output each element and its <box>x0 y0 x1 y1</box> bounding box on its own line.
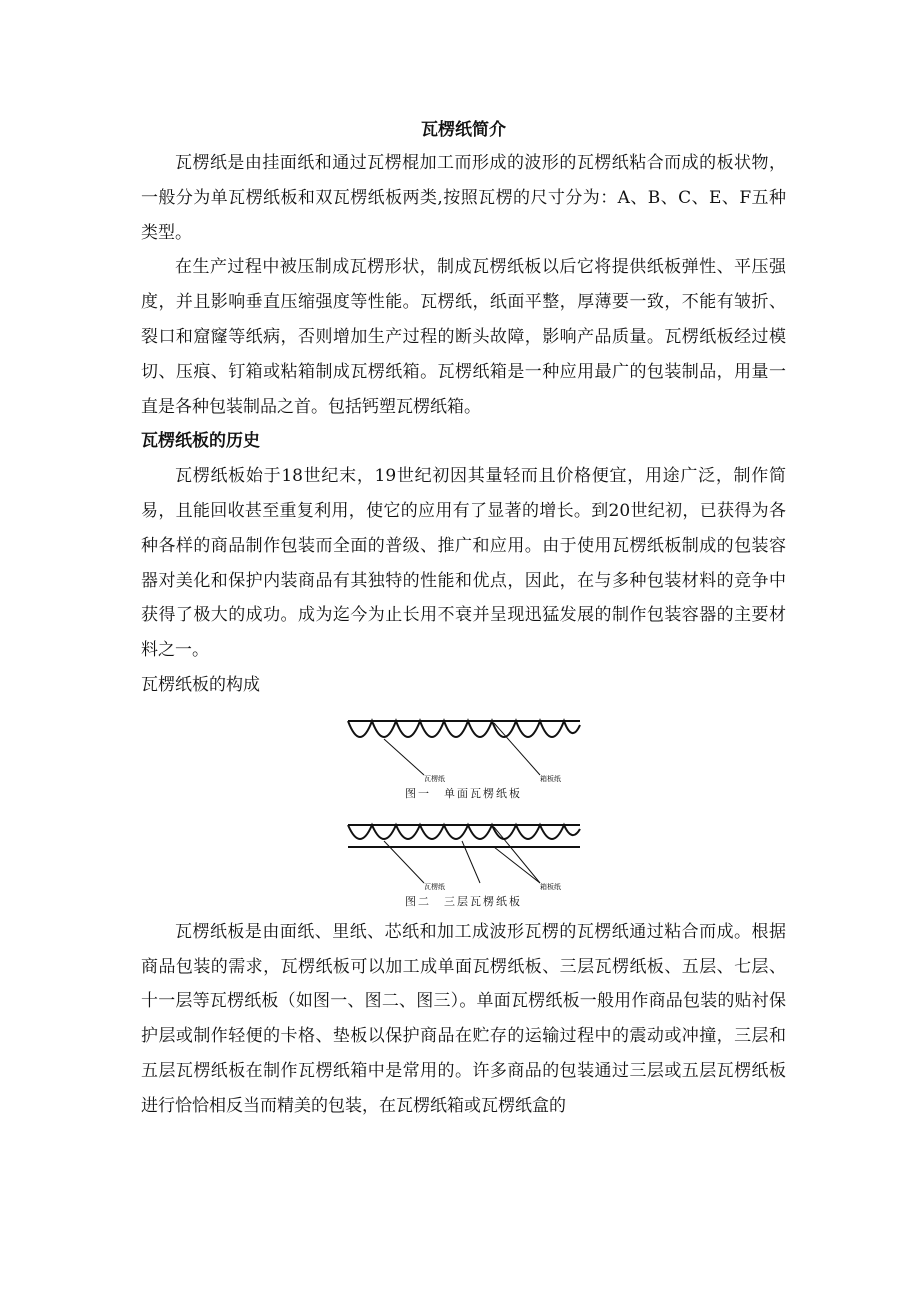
intro-paragraph-2: 在生产过程中被压制成瓦楞形状，制成瓦楞纸板以后它将提供纸板弹性、平压强度，并且影响垂直压缩强度等性能。瓦楞纸，纸面平整，厚薄要一致，不能有皱折、裂口和窟窿等纸病，否则增加生产过程的断头故障，影响产品质量。瓦楞纸板经过模切、压痕、钉箱或粘箱制成瓦楞纸箱。瓦楞纸箱是一种应用最广的包装制品，用量一直是各种包装制品之首。包括钙塑瓦楞纸箱。 <box>141 257 786 417</box>
figure-1-diagram <box>344 713 584 785</box>
history-paragraph-1: 瓦楞纸板始于18世纪末，19世纪初因其量轻而且价格便宜，用途广泛，制作简易，且能回收甚至重复利用，使它的应用有了显著的增长。到20世纪初，已获得为各种各样的商品制作包装而全面的普级、推广和应用。由于使用瓦楞纸板制成的包装容器对美化和保护内装商品有其独特的性能和优点，因此，在与多种包装材料的竞争中获得了极大的成功。成为迄今为止长用不衰并呈现迅猛发展的制作包装容器的主要材料之一。 <box>141 466 786 661</box>
figure-1-label-right: 箱板纸 <box>539 774 561 783</box>
figure-2-diagram <box>344 819 584 893</box>
figure-2-label-right: 箱板纸 <box>539 882 561 891</box>
composition-paragraph-1: 瓦楞纸板是由面纸、里纸、芯纸和加工成波形瓦楞的瓦楞纸通过粘合而成。根据商品包装的需求，瓦楞纸板可以加工成单面瓦楞纸板、三层瓦楞纸板、五层、七层、十一层等瓦楞纸板（如图一、图二、图三）。单面瓦楞纸板一般用作商品包装的贴衬保护层或制作轻便的卡格、垫板以保护商品在贮存的运输过程中的震动或冲撞，三层和五层瓦楞纸板在制作瓦楞纸箱中是常用的。许多商品的包装通过三层或五层瓦楞纸板进行恰恰相反当而精美的包装，在瓦楞纸箱或瓦楞纸盒的 <box>141 921 786 1116</box>
document-title: 瓦楞纸简介 <box>421 120 506 140</box>
history-heading: 瓦楞纸板的历史 <box>141 431 260 452</box>
document-content <box>141 116 786 1124</box>
figure-2 <box>141 819 786 909</box>
figure-2-caption: 图二 三层瓦楞纸板 <box>405 894 522 908</box>
intro-paragraph-1: 瓦楞纸是由挂面纸和通过瓦楞棍加工而形成的波形的瓦楞纸粘合而成的板状物，一般分为单瓦楞纸板和双瓦楞纸板两类,按照瓦楞的尺寸分为：A、B、C、E、F五种类型。 <box>141 153 786 243</box>
figure-1-caption: 图一 单面瓦楞纸板 <box>405 786 522 800</box>
composition-heading: 瓦楞纸板的构成 <box>141 674 260 695</box>
figure-1-label-left: 瓦楞纸 <box>423 774 445 783</box>
figure-2-label-left: 瓦楞纸 <box>423 882 445 891</box>
figure-1 <box>141 713 786 801</box>
